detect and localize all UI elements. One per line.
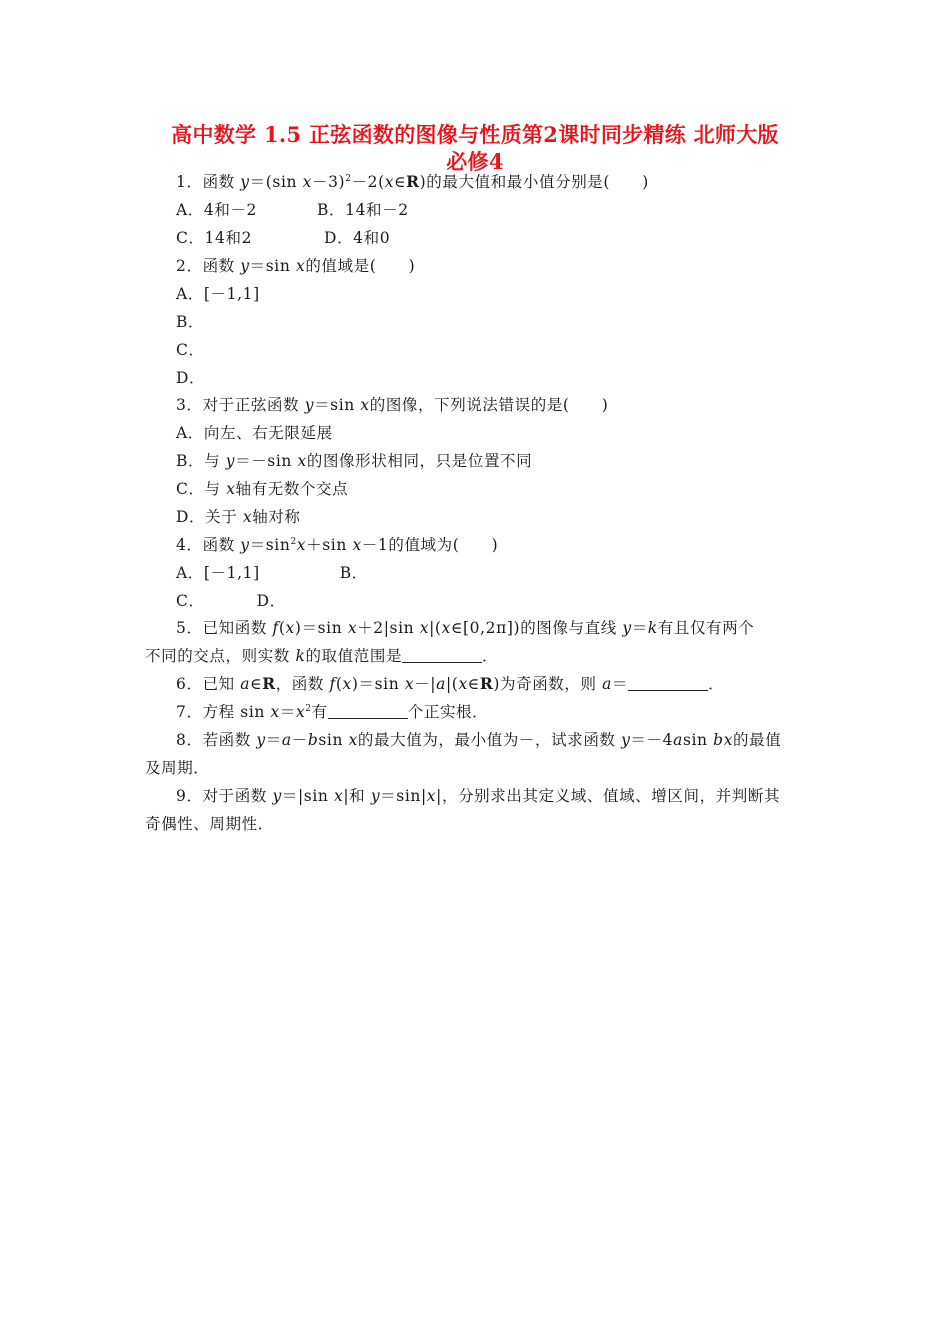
question-1: 1．函数 y＝(sin x－3)$^2$－2(x∈R)的最大值和最小值分别是( ) — [176, 172, 649, 191]
question-3-option-c: C．与 x轴有无数个交点 — [176, 480, 349, 498]
answer-blank[interactable] — [328, 704, 408, 719]
question-3: 3．对于正弦函数 y＝sin x的图像，下列说法错误的是( ) — [176, 396, 609, 414]
question-7: 7．方程 $\sin x=x^2$有 个正实根． — [176, 703, 489, 721]
title-line-1: 高中数学 1.5 正弦函数的图像与性质第2课时同步精练 北师大版 — [171, 122, 779, 147]
option-a: A．4和－2 — [176, 201, 258, 219]
option-c: C． — [176, 592, 205, 610]
title-line-2: 必修4 — [446, 149, 504, 174]
option-d: D． — [256, 592, 286, 610]
question-3-option-b: B．与 y＝－sin x的图像形状相同，只是位置不同 — [176, 452, 533, 470]
option-b: B．14和－2 — [317, 201, 409, 219]
question-5-line-2: 不同的交点，则实数 k的取值范围是 ． — [145, 647, 499, 665]
answer-blank[interactable] — [628, 676, 708, 691]
question-3-option-d: D．关于 x轴对称 — [176, 508, 301, 526]
question-4: 4．函数 $y=\sin^2x+\sin$ x－1的值域为( ) — [176, 536, 499, 554]
question-1-options-ab — [176, 200, 409, 220]
question-4-options-cd — [176, 591, 286, 611]
question-9: 9．对于函数 y＝|sin x|和 y＝sin|x|，分别求出其定义域、值域、增区间，并判断其 — [176, 787, 781, 805]
question-8: 8．若函数 y＝a－bsin x的最大值为，最小值为－，试求函数 y＝－4asin bx的最值 — [176, 731, 782, 749]
question-2: 2．函数 y＝sin x的值域是( ) — [176, 257, 416, 275]
question-4-options-ab — [176, 563, 368, 583]
answer-blank[interactable] — [402, 648, 482, 663]
question-2-option-c: C． — [176, 341, 205, 359]
option-d: D．4和0 — [324, 229, 391, 247]
option-a: A．[－1,1] — [176, 564, 260, 582]
document-title — [120, 121, 830, 175]
option-b: B． — [339, 564, 368, 582]
question-8-line-2: 及周期． — [145, 759, 210, 777]
question-2-option-b: B． — [176, 313, 205, 331]
question-2-option-a: A．[－1,1] — [176, 285, 260, 303]
question-9-line-2: 奇偶性、周期性． — [145, 815, 274, 833]
question-5: 5．已知函数 f(x)＝sin x＋2|sin x|(x∈[0,2π])的图像与直线 y＝k有且仅有两个 — [176, 619, 755, 637]
option-c: C．14和2 — [176, 229, 253, 247]
question-3-option-a: A．向左、右无限延展 — [176, 424, 333, 442]
question-1-options-cd — [176, 228, 390, 248]
question-2-option-d: D． — [176, 369, 206, 387]
question-6: 6．已知 a∈R，函数 f(x)＝sin x－|a|(x∈R)为奇函数，则 a＝ ． — [176, 674, 725, 693]
